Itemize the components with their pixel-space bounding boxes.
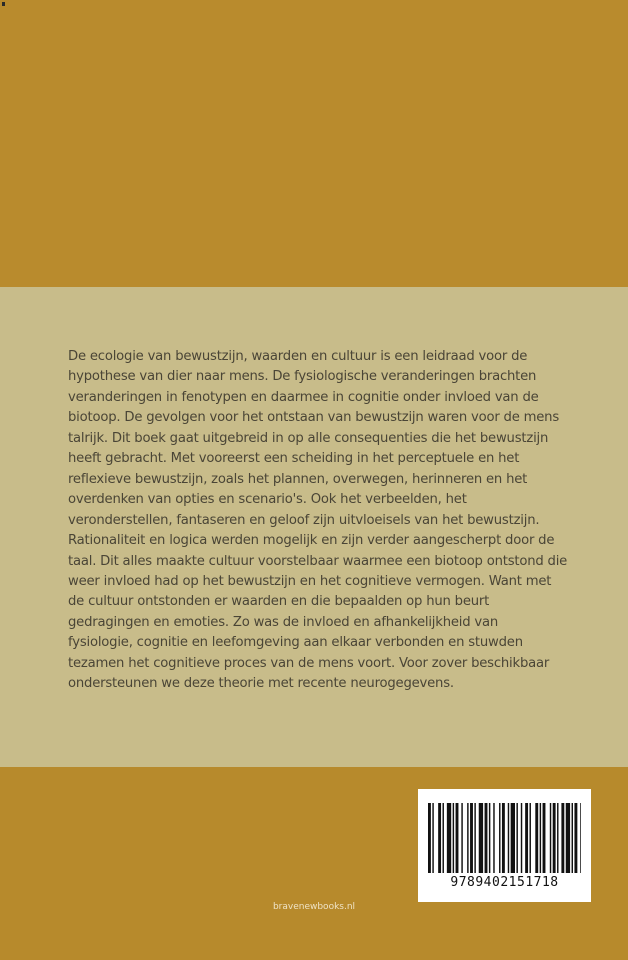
barcode-bar: [499, 803, 500, 873]
barcode-bar: [572, 803, 573, 873]
barcode-bar: [489, 803, 490, 873]
barcode-bar: [474, 803, 475, 873]
barcode-bar: [485, 803, 488, 873]
barcode-bar: [580, 803, 581, 873]
barcode-bar: [438, 803, 441, 873]
barcode-bar: [493, 803, 494, 873]
top-color-band: [0, 0, 628, 287]
barcode-bar: [467, 803, 468, 873]
barcode-bar: [502, 803, 505, 873]
barcode-bar: [453, 803, 454, 873]
isbn-barcode: [418, 789, 591, 902]
barcode-bar: [525, 803, 528, 873]
barcode-bar: [530, 803, 531, 873]
publisher-url: bravenewbooks.nl: [272, 902, 356, 912]
crop-mark: [2, 2, 5, 6]
barcode-bar: [447, 803, 451, 873]
barcode-bar: [561, 803, 564, 873]
isbn-number: 9789402151718: [450, 875, 559, 890]
back-cover-blurb: De ecologie van bewustzijn, waarden en cultuur is een leidraad voor de hypothese van dier naar mens. De fysiologische veranderingen brachten veranderingen in fenotypen en daarmee in cognitie onder invloed van de biotoop. De gevolgen voor het ontstaan van bewustzijn waren voor de mens talrijk. Dit boek gaat uitgebreid in op alle consequenties die het bewustzijn heeft gebracht. Met vooreerst een scheiding in het perceptuele en het reflexieve bewustzijn, zoals het plannen, overwegen, herinneren en het overdenken van opties en scenario's. Ook het verbeelden, het veronderstellen, fantaseren en geloof zijn uitvloeisels van het bewustzijn. Rationaliteit en logica werden mogelijk en zijn verder aangescherpt door de taal. Dit alles maakte cultuur voorstelbaar waarmee een biotoop ontstond die weer invloed had op het bewustzijn en het cognitieve vermogen. Want met de cultuur ontstonden er waarden en die bepaalden op hun beurt gedragingen en emoties. Zo was de invloed en afhankelijkheid van fysiologie, cognitie en leefomgeving aan elkaar verbonden en stuwden tezamen het cognitieve proces van de mens voort. Voor zover beschikbaar ondersteunen we deze theorie met recente neurogegevens.: [68, 349, 568, 692]
barcode-bar: [511, 803, 515, 873]
barcode-bar: [557, 803, 558, 873]
barcode-bar: [470, 803, 473, 873]
barcode-bar: [516, 803, 517, 873]
barcode-bar: [535, 803, 538, 873]
barcode-bar: [479, 803, 483, 873]
barcode-bar: [461, 803, 462, 873]
barcode-bar: [521, 803, 522, 873]
barcode-bars: [428, 803, 581, 873]
barcode-bar: [574, 803, 577, 873]
barcode-bar: [543, 803, 546, 873]
barcode-bar: [508, 803, 509, 873]
barcode-bar: [566, 803, 570, 873]
barcode-bar: [428, 803, 431, 873]
barcode-bar: [553, 803, 556, 873]
barcode-bar: [432, 803, 433, 873]
barcode-bar: [550, 803, 551, 873]
barcode-bar: [540, 803, 541, 873]
barcode-bar: [456, 803, 459, 873]
barcode-bar: [443, 803, 444, 873]
